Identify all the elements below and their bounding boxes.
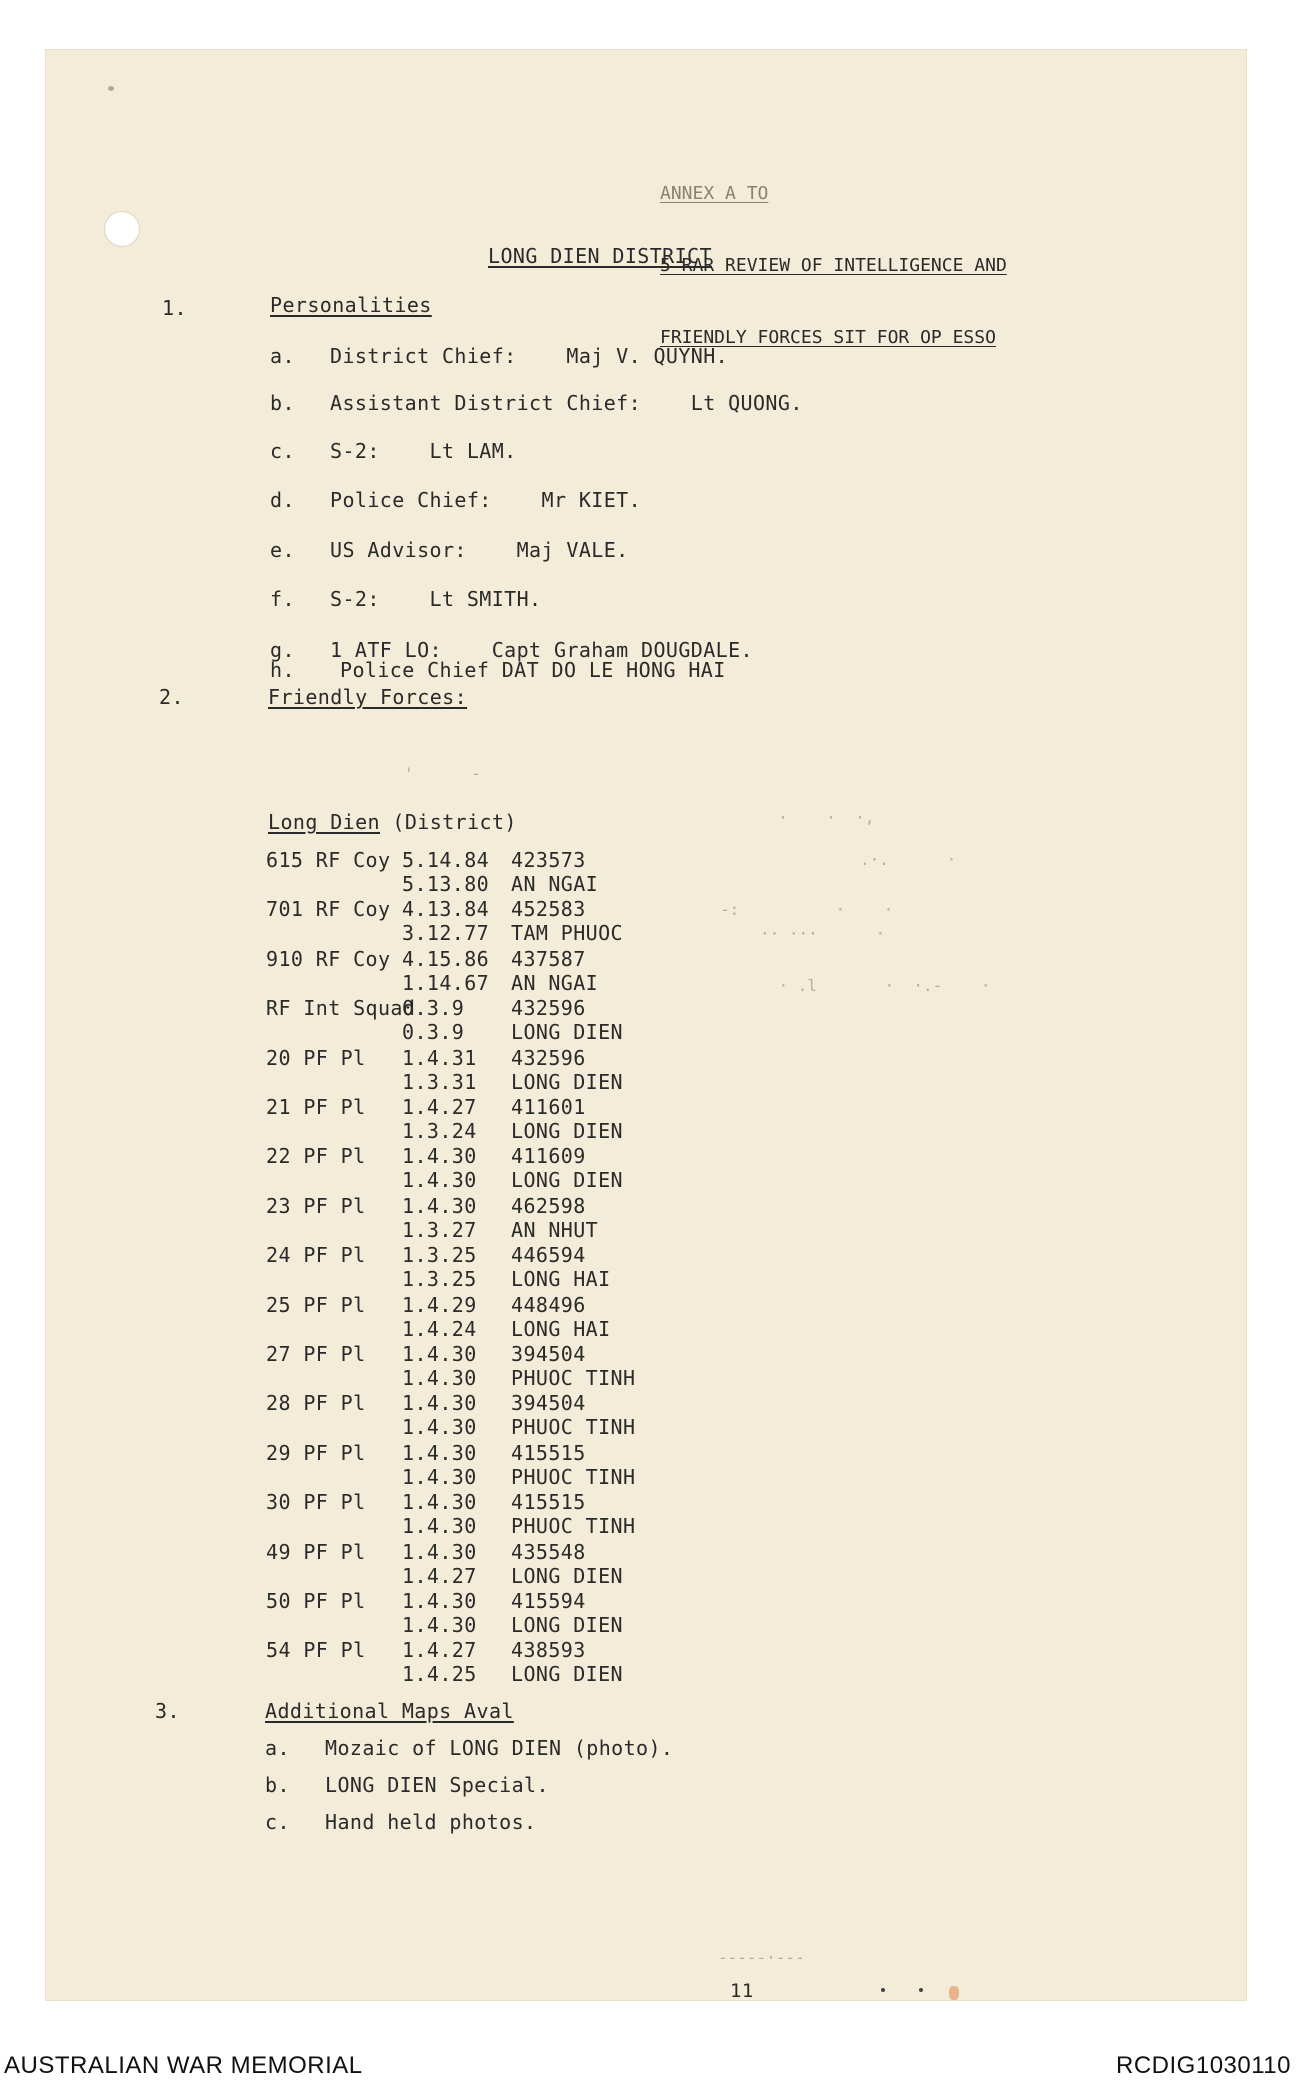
unit-location: PHUOC TINH — [511, 1415, 636, 1440]
unit-serial: 5.14.84 — [402, 848, 490, 872]
faint-dashes: -----·--- — [718, 1948, 805, 1967]
unit-grid-ref: 394504 — [511, 1342, 586, 1366]
unit-location: AN NHUT — [511, 1217, 599, 1242]
map-item: Hand held photos. — [325, 1810, 537, 1834]
personality-text: US Advisor: Maj VALE. — [330, 538, 629, 562]
annex-line-3: FRIENDLY FORCES SIT FOR OP ESSO — [660, 327, 996, 348]
unit-serial-2: 0.3.9 — [402, 1020, 465, 1045]
map-item: LONG DIEN Special. — [325, 1773, 549, 1797]
unit-grid-ref: 432596 — [511, 1045, 586, 1070]
unit-serial: 1.3.25 — [402, 1243, 477, 1268]
unit-serial: 0.3.9 — [402, 996, 465, 1021]
unit-serial-2: 1.3.24 — [402, 1119, 477, 1143]
bleed-through-text: · .l · ·.- · — [740, 976, 991, 995]
unit-grid-ref: 411609 — [511, 1144, 586, 1169]
ink-dot — [881, 1988, 885, 1992]
bleed-through-text: · · ·, — [730, 808, 875, 827]
unit-serial: 1.4.30 — [402, 1440, 477, 1465]
personality-text: S-2: Lt SMITH. — [330, 587, 542, 611]
unit-grid-ref: 435548 — [511, 1539, 586, 1564]
unit-serial: 1.4.29 — [402, 1292, 477, 1317]
personality-text: S-2: Lt LAM. — [330, 439, 517, 463]
unit-name: 24 PF Pl — [266, 1243, 366, 1268]
map-letter: b. — [265, 1773, 290, 1797]
unit-serial-2: 3.12.77 — [402, 921, 490, 946]
unit-grid-ref: 394504 — [511, 1391, 586, 1416]
unit-grid-ref: 423573 — [511, 848, 586, 872]
unit-serial: 1.4.30 — [402, 1391, 477, 1416]
footer-record-id: RCDIG1030110 — [1116, 2052, 1291, 2079]
unit-location: LONG DIEN — [511, 1662, 623, 1687]
unit-serial-2: 1.3.27 — [402, 1217, 477, 1242]
page-number: 11 — [730, 1980, 754, 2002]
document-page — [46, 50, 1246, 2000]
unit-serial-2: 1.14.67 — [402, 970, 490, 995]
unit-serial: 1.4.30 — [402, 1589, 477, 1613]
personality-letter: f. — [270, 587, 295, 611]
unit-serial: 1.4.30 — [402, 1144, 477, 1169]
unit-location: AN NGAI — [511, 872, 599, 896]
paper-speck — [108, 86, 114, 91]
unit-serial-2: 1.4.30 — [402, 1168, 477, 1193]
unit-serial-2: 1.4.30 — [402, 1366, 477, 1390]
unit-location: LONG DIEN — [511, 1069, 623, 1094]
section-heading-additional-maps: Additional Maps Aval — [265, 1699, 514, 1723]
personality-text: Police Chief: Mr KIET. — [330, 488, 642, 512]
unit-location: LONG DIEN — [511, 1563, 623, 1588]
paper-stain — [949, 1986, 959, 2000]
unit-grid-ref: 448496 — [511, 1292, 586, 1317]
personality-text: 1 ATF LO: Capt Graham DOUGDALE. — [330, 638, 753, 662]
unit-grid-ref: 462598 — [511, 1193, 586, 1218]
personality-letter: b. — [270, 391, 295, 415]
unit-serial-2: 1.4.30 — [402, 1415, 477, 1440]
unit-serial: 1.4.30 — [402, 1490, 477, 1515]
page-title: LONG DIEN DISTRICT — [488, 244, 712, 268]
bleed-through-text: -: · · — [720, 900, 894, 919]
section-heading-personalities: Personalities — [270, 293, 432, 317]
unit-name: 28 PF Pl — [266, 1391, 366, 1416]
unit-name: 21 PF Pl — [266, 1095, 366, 1119]
unit-serial-2: 5.13.80 — [402, 872, 490, 896]
faint-mark: ' - — [404, 764, 482, 783]
unit-serial-2: 1.4.25 — [402, 1662, 477, 1687]
unit-serial: 1.4.27 — [402, 1638, 477, 1663]
personality-text: Assistant District Chief: Lt QUONG. — [330, 391, 803, 415]
unit-grid-ref: 411601 — [511, 1095, 586, 1119]
unit-serial-2: 1.4.30 — [402, 1613, 477, 1637]
unit-location: PHUOC TINH — [511, 1366, 636, 1390]
forces-heading-suffix: (District) — [379, 810, 517, 834]
unit-serial-2: 1.3.25 — [402, 1267, 477, 1292]
unit-name: 20 PF Pl — [266, 1045, 366, 1070]
unit-name: 701 RF Coy — [266, 897, 391, 922]
unit-location: LONG DIEN — [511, 1168, 623, 1193]
unit-name: 910 RF Coy — [266, 946, 391, 971]
unit-name: 30 PF Pl — [266, 1490, 366, 1515]
unit-serial: 1.4.30 — [402, 1193, 477, 1218]
annex-line-1: ANNEX A TO — [660, 183, 769, 204]
section-number-1: 1. — [162, 296, 187, 320]
unit-serial: 4.15.86 — [402, 946, 490, 971]
footer-archive-name: AUSTRALIAN WAR MEMORIAL — [4, 2052, 363, 2079]
unit-name: 615 RF Coy — [266, 848, 391, 872]
unit-location: LONG HAI — [511, 1267, 611, 1292]
unit-name: RF Int Squad — [266, 996, 416, 1021]
forces-heading — [268, 812, 517, 832]
unit-location: AN NGAI — [511, 970, 599, 995]
unit-name: 27 PF Pl — [266, 1342, 366, 1366]
section-number-3: 3. — [155, 1699, 180, 1723]
personality-text: Police Chief DAT DO LE HONG HAI — [340, 658, 726, 682]
ink-dot — [919, 1988, 923, 1992]
map-item: Mozaic of LONG DIEN (photo). — [325, 1736, 674, 1760]
unit-location: LONG DIEN — [511, 1613, 623, 1637]
unit-serial: 4.13.84 — [402, 897, 490, 922]
personality-letter: a. — [270, 344, 295, 368]
unit-serial: 1.4.31 — [402, 1045, 477, 1070]
unit-location: TAM PHUOC — [511, 921, 623, 946]
unit-serial-2: 1.3.31 — [402, 1069, 477, 1094]
personality-letter: c. — [270, 439, 295, 463]
unit-location: PHUOC TINH — [511, 1464, 636, 1489]
personality-text: District Chief: Maj V. QUYNH. — [330, 344, 729, 368]
unit-name: 22 PF Pl — [266, 1144, 366, 1169]
unit-grid-ref: 452583 — [511, 897, 586, 922]
unit-location: PHUOC TINH — [511, 1514, 636, 1539]
section-number-2: 2. — [159, 685, 184, 709]
unit-serial-2: 1.4.24 — [402, 1316, 477, 1341]
unit-name: 50 PF Pl — [266, 1589, 366, 1613]
unit-grid-ref: 415515 — [511, 1490, 586, 1515]
personality-letter: d. — [270, 488, 295, 512]
bleed-through-text: ·· ··· · — [760, 924, 886, 943]
unit-name: 49 PF Pl — [266, 1539, 366, 1564]
personality-letter: h. — [270, 658, 295, 682]
unit-name: 29 PF Pl — [266, 1440, 366, 1465]
forces-heading-district: Long Dien — [268, 810, 380, 834]
unit-serial-2: 1.4.30 — [402, 1464, 477, 1489]
unit-location: LONG DIEN — [511, 1020, 623, 1045]
unit-serial: 1.4.27 — [402, 1095, 477, 1119]
map-letter: c. — [265, 1810, 290, 1834]
unit-grid-ref: 415594 — [511, 1589, 586, 1613]
unit-serial-2: 1.4.27 — [402, 1563, 477, 1588]
unit-serial-2: 1.4.30 — [402, 1514, 477, 1539]
unit-grid-ref: 446594 — [511, 1243, 586, 1268]
annex-reference — [660, 134, 1007, 374]
unit-grid-ref: 437587 — [511, 946, 586, 971]
unit-grid-ref: 432596 — [511, 996, 586, 1021]
annex-line-2: 5 RAR REVIEW OF INTELLIGENCE AND — [660, 255, 1007, 276]
unit-serial: 1.4.30 — [402, 1539, 477, 1564]
unit-name: 54 PF Pl — [266, 1638, 366, 1663]
unit-location: LONG DIEN — [511, 1119, 623, 1143]
unit-name: 23 PF Pl — [266, 1193, 366, 1218]
unit-name: 25 PF Pl — [266, 1292, 366, 1317]
unit-grid-ref: 415515 — [511, 1440, 586, 1465]
unit-location: LONG HAI — [511, 1316, 611, 1341]
bleed-through-text: .·. · — [860, 850, 957, 869]
personality-letter: g. — [270, 638, 295, 662]
unit-grid-ref: 438593 — [511, 1638, 586, 1663]
map-letter: a. — [265, 1736, 290, 1760]
personality-letter: e. — [270, 538, 295, 562]
section-heading-friendly-forces: Friendly Forces: — [268, 685, 468, 709]
unit-serial: 1.4.30 — [402, 1342, 477, 1366]
punch-hole — [104, 211, 140, 247]
